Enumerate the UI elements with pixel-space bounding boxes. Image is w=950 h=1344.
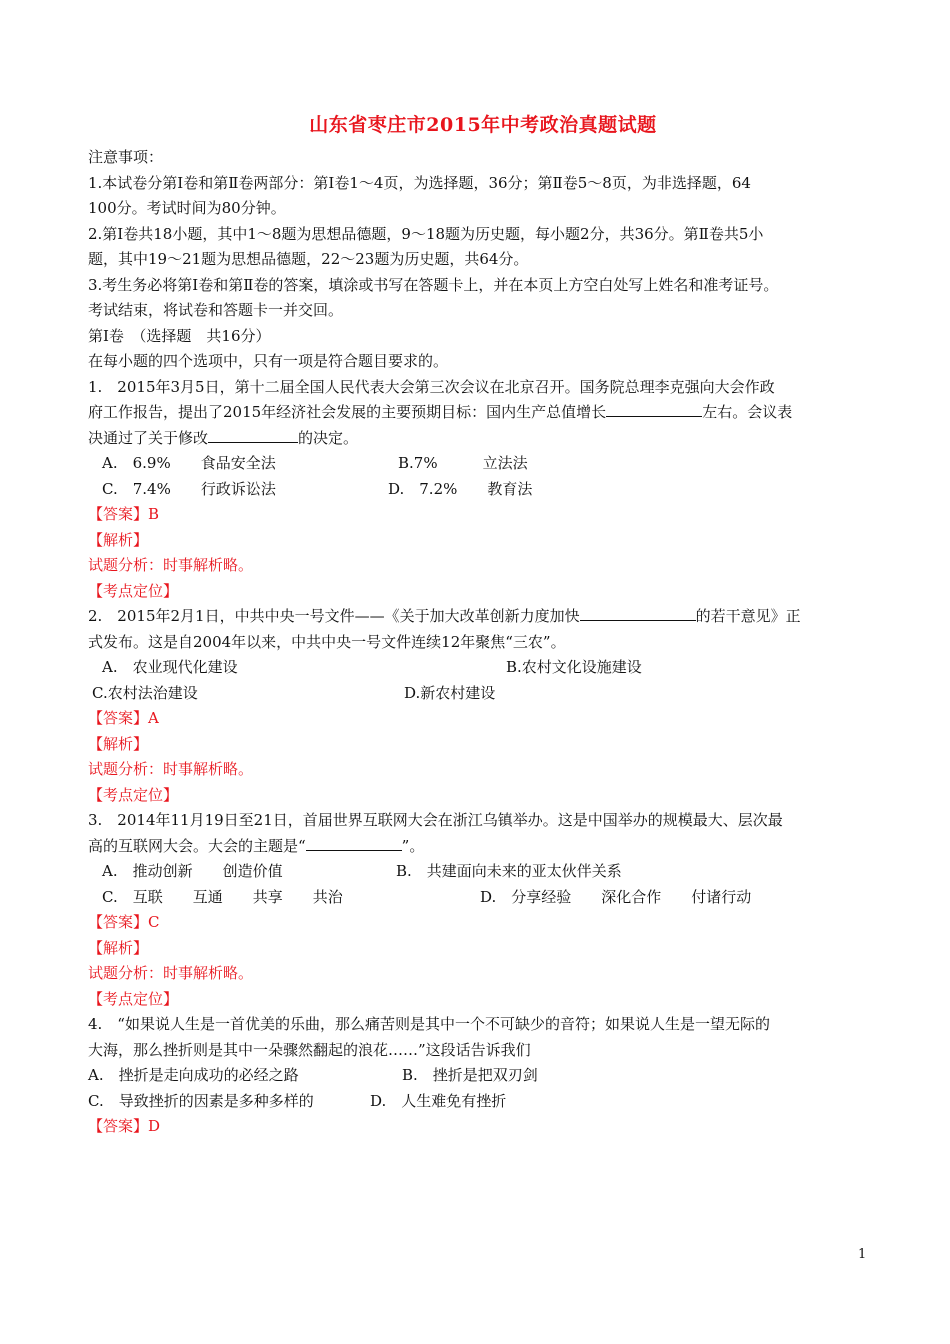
q1-answer	[88, 502, 878, 528]
q3-line2	[88, 834, 878, 860]
q3-option-d: D. 分享经验 深化合作 付诸行动	[480, 887, 752, 906]
q2-option-d: D.新农村建设	[404, 683, 496, 702]
notice-item-3a: 3.考生务必将第Ⅰ卷和第Ⅱ卷的答案，填涂或书写在答题卡上，并在本页上方空白处写上姓名和准考证号。	[88, 275, 779, 294]
document-title: 山东省枣庄市2015年中考政治真题试题	[309, 114, 657, 136]
q3-options-row2	[88, 885, 878, 911]
q2-analysis-detail: 试题分析：时事解析略。	[88, 760, 254, 778]
q1-answer-value: B	[148, 505, 160, 523]
q3-point-label: 【考点定位】	[88, 989, 179, 1008]
q1-blank-1	[606, 402, 702, 417]
q2-answer	[88, 706, 878, 732]
q3-answer-value: C	[148, 913, 160, 931]
q1-analysis-detail: 试题分析：时事解析略。	[88, 556, 254, 574]
q2-line2: 式发布。这是自2004年以来，中共中央一号文件连续12年聚焦“三农”。	[88, 632, 566, 651]
q1-option-c: C. 7.4% 行政诉讼法	[102, 479, 276, 498]
q3-analysis-label: 【解析】	[88, 938, 149, 957]
q1-answer-label: 【答案】	[88, 505, 149, 523]
q4-answer-label: 【答案】	[88, 1117, 149, 1135]
q4-line2: 大海，那么挫折则是其中一朵骤然翻起的浪花……”这段话告诉我们	[88, 1040, 531, 1059]
q1-point-label: 【考点定位】	[88, 581, 179, 600]
q1-line2-b: 左右。会议表	[702, 403, 793, 421]
q1-options-row1	[88, 451, 878, 477]
q1-options-row2	[88, 477, 878, 503]
q4-option-c: C. 导致挫折的因素是多种多样的	[88, 1091, 314, 1110]
q4-answer	[88, 1114, 878, 1140]
q1-blank-2	[208, 428, 298, 443]
q1-line1: 1. 2015年3月5日，第十二届全国人民代表大会第三次会议在北京召开。国务院总理李克强向大会作政	[88, 377, 775, 396]
q2-line1	[88, 604, 878, 630]
q1-line3	[88, 426, 878, 452]
q2-point-label: 【考点定位】	[88, 785, 179, 804]
q2-options-row1	[88, 655, 878, 681]
q3-option-c: C. 互联 互通 共享 共治	[102, 887, 343, 906]
q1-option-d: D. 7.2% 教育法	[388, 479, 533, 498]
q2-option-b: B.农村文化设施建设	[506, 658, 642, 676]
instruction: 在每小题的四个选项中，只有一项是符合题目要求的。	[88, 352, 449, 370]
q3-analysis-detail: 试题分析：时事解析略。	[88, 964, 254, 982]
q1-line2	[88, 400, 878, 426]
document-page	[88, 110, 878, 1140]
q2-blank	[580, 606, 696, 621]
q3-line1: 3. 2014年11月19日至21日，首届世界互联网大会在浙江乌镇举办。这是中国举办的规模最大、层次最	[88, 811, 783, 829]
notice-heading: 注意事项：	[88, 148, 164, 166]
q1-line3-b: 的决定。	[298, 428, 359, 447]
q2-answer-value: A	[148, 709, 159, 727]
q3-blank	[306, 836, 402, 851]
q3-line2-a: 高的互联网大会。大会的主题是“	[88, 836, 306, 855]
q4-option-a: A. 挫折是走向成功的必经之路	[88, 1066, 299, 1084]
q2-option-c: C.农村法治建设	[92, 683, 198, 702]
q1-analysis-label: 【解析】	[88, 530, 149, 549]
q2-line1-a: 2. 2015年2月1日，中共中央一号文件——《关于加大改革创新力度加快	[88, 607, 580, 625]
q1-line2-a: 府工作报告，提出了2015年经济社会发展的主要预期目标：国内生产总值增长	[88, 403, 607, 421]
q1-option-a: A. 6.9% 食品安全法	[102, 454, 276, 472]
q3-options-row1	[88, 859, 878, 885]
q3-line2-b: ”。	[401, 836, 425, 855]
q2-options-row2	[88, 681, 878, 707]
notice-item-2a: 2.第Ⅰ卷共18小题，其中1～8题为思想品德题，9～18题为历史题，每小题2分，共36分。第Ⅱ卷共5小	[88, 224, 764, 243]
q4-options-row2	[88, 1089, 878, 1115]
q2-line1-b: 的若干意见》正	[695, 607, 801, 625]
q3-option-b: B. 共建面向未来的亚太伙伴关系	[396, 862, 622, 880]
q4-options-row1	[88, 1063, 878, 1089]
q2-analysis-label: 【解析】	[88, 734, 149, 753]
q3-answer	[88, 910, 878, 936]
q2-option-a: A. 农业现代化建设	[102, 658, 238, 676]
notice-item-1a: 1.本试卷分第Ⅰ卷和第Ⅱ卷两部分：第Ⅰ卷1～4页，为选择题，36分；第Ⅱ卷5～8页，为非选择题，64	[88, 173, 751, 192]
q3-option-a: A. 推动创新 创造价值	[102, 862, 283, 880]
notice-item-2b: 题，其中19～21题为思想品德题，22～23题为历史题，共64分。	[88, 250, 529, 268]
notice-item-1b: 100分。考试时间为80分钟。	[88, 199, 286, 217]
page-number: 1	[858, 1247, 867, 1262]
q4-line1: 4. “如果说人生是一首优美的乐曲，那么痛苦则是其中一个不可缺少的音符；如果说人生是一望无际的	[88, 1015, 770, 1033]
q4-option-d: D. 人生难免有挫折	[370, 1091, 507, 1110]
notice-item-3b: 考试结束，将试卷和答题卡一并交回。	[88, 301, 344, 319]
q1-option-b: B.7% 立法法	[398, 454, 528, 472]
q3-answer-label: 【答案】	[88, 913, 149, 931]
q4-option-b: B. 挫折是把双刃剑	[402, 1066, 538, 1084]
q2-answer-label: 【答案】	[88, 709, 149, 727]
section-heading: 第Ⅰ卷 （选择题 共16分）	[88, 326, 271, 345]
q1-line3-a: 决通过了关于修改	[88, 428, 209, 447]
q4-answer-value: D	[148, 1117, 161, 1135]
